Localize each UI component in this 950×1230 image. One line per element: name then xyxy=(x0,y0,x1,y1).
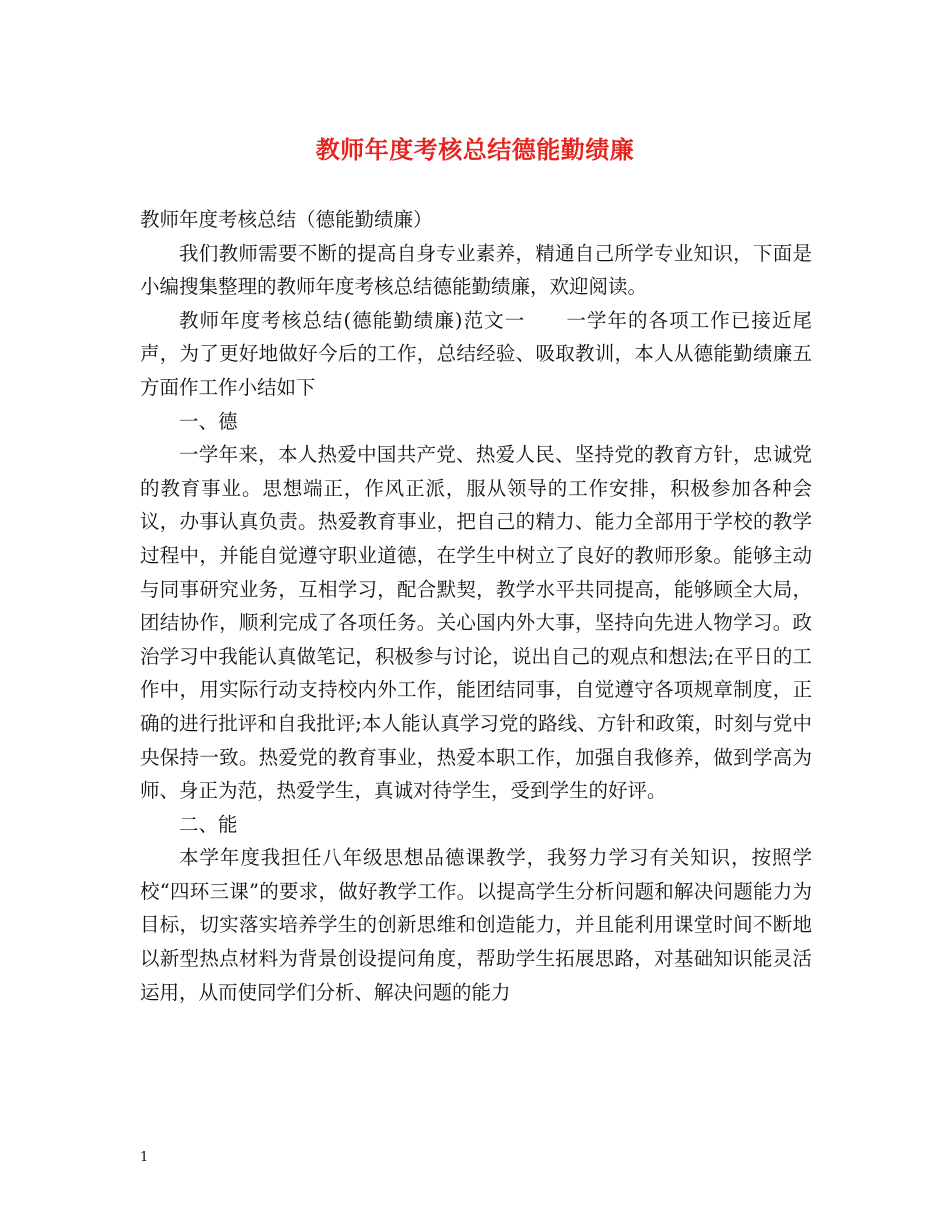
document-title: 教师年度考核总结德能勤绩廉 xyxy=(315,135,635,164)
intro-paragraph: 我们教师需要不断的提高自身专业素养，精通自己所学专业知识，下面是小编搜集整理的教师年度考核总结德能勤绩廉，欢迎阅读。 xyxy=(140,241,812,299)
page-number: 1 xyxy=(140,1150,149,1165)
document-subtitle: 教师年度考核总结（德能勤绩廉） xyxy=(140,208,433,231)
essay-intro-paragraph: 教师年度考核总结(德能勤绩廉)范文一 一学年的各项工作已接近尾声，为了更好地做好今后的工作，总结经验、吸取教训，本人从德能勤绩廉五方面作工作小结如下 xyxy=(140,308,812,399)
section-neng-paragraph: 本学年度我担任八年级思想品德课教学，我努力学习有关知识，按照学校“四环三课”的要求，做好教学工作。以提高学生分析问题和解决问题能力为目标，切实落实培养学生的创新思维和创造能力，并且能利用课堂时间不断地以新型热点材料为背景创设提问角度，帮助学生拓展思路，对基础知识能灵活运用，从而使同学们分析、解决问题的能力 xyxy=(140,846,812,1004)
section-de-paragraph: 一学年来，本人热爱中国共产党、热爱人民、坚持党的教育方针，忠诚党的教育事业。思想端正，作风正派，服从领导的工作安排，积极参加各种会议，办事认真负责。热爱教育事业，把自己的精力、能力全部用于学校的教学过程中，并能自觉遵守职业道德，在学生中树立了良好的教师形象。能够主动与同事研究业务，互相学习，配合默契，教学水平共同提高，能够顾全大局，团结协作，顺利完成了各项任务。关心国内外大事，坚持向先进人物学习。政治学习中我能认真做笔记，积极参与讨论，说出自己的观点和想法;在平日的工作中，用实际行动支持校内外工作，能团结同事，自觉遵守各项规章制度，正确的进行批评和自我批评;本人能认真学习党的路线、方针和政策，时刻与党中央保持一致。热爱党的教育事业，热爱本职工作，加强自我修养，做到学高为师、身正为范，热爱学生，真诚对待学生，受到学生的好评。 xyxy=(140,443,812,803)
document-body xyxy=(140,203,812,1009)
section-heading-neng: 二、能 xyxy=(179,812,238,836)
section-heading-de: 一、德 xyxy=(179,409,238,433)
